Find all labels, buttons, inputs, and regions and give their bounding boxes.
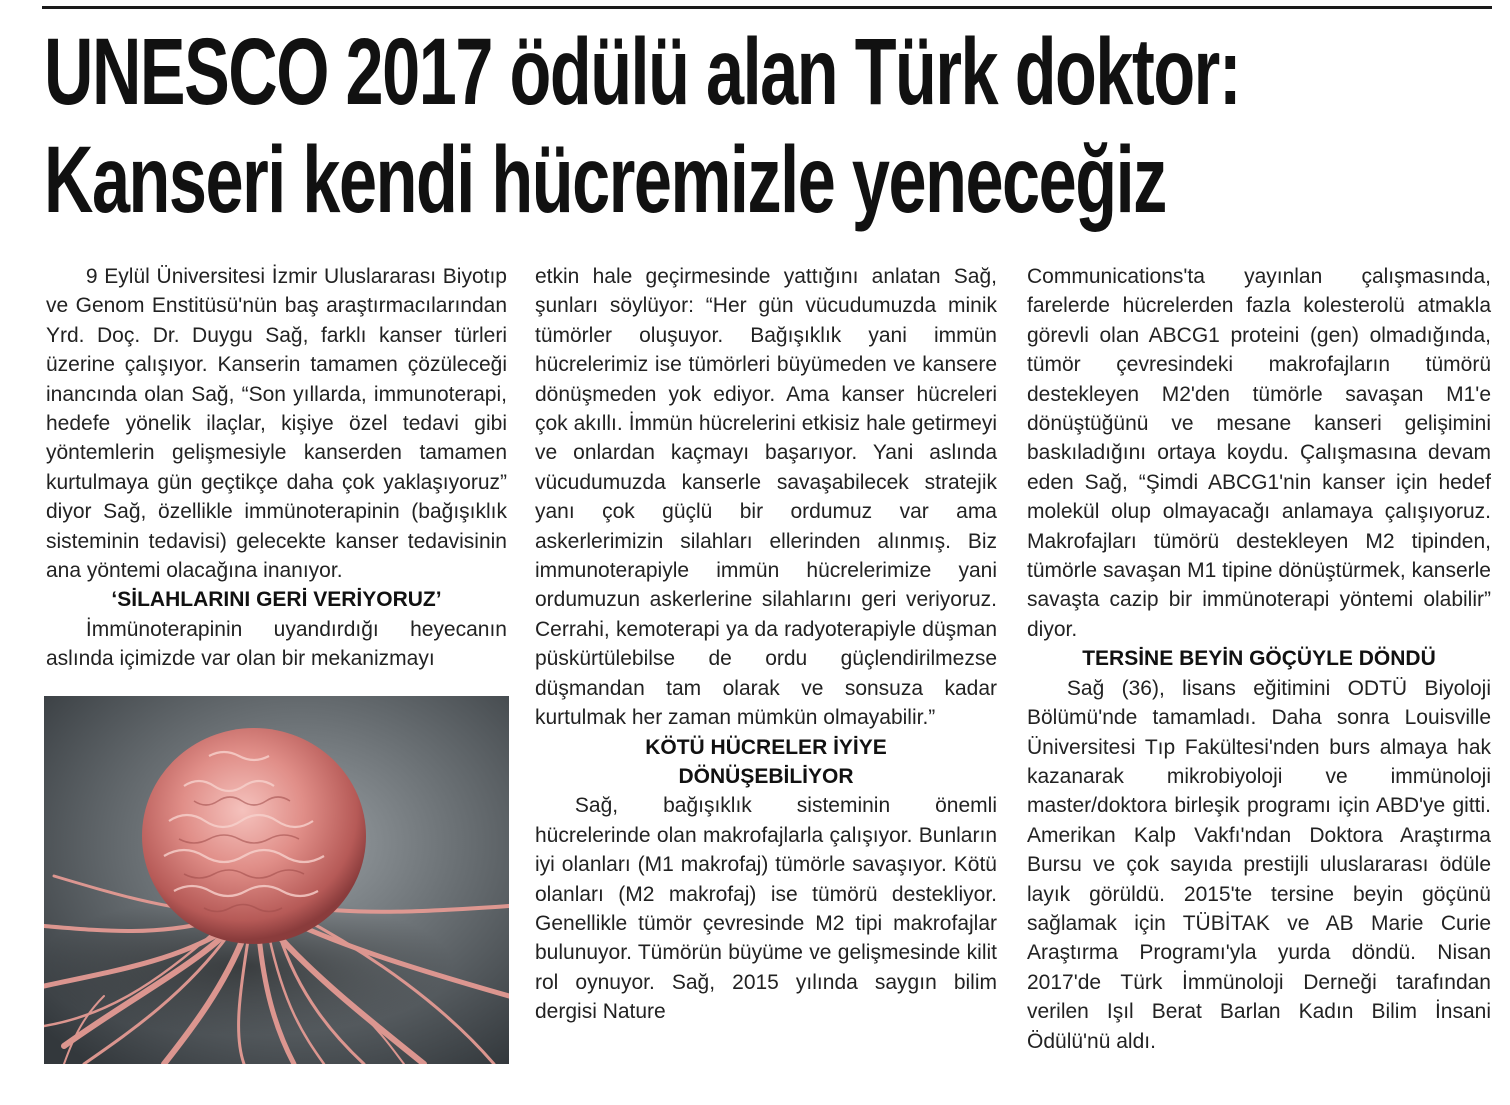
- article-column-2: [535, 262, 997, 1027]
- cancer-cell-illustration: [44, 696, 509, 1064]
- col3-paragraph-1: Communications'ta yayınlan çalışmasında, farelerde hücrelerden fazla kolesterolü atmakla görevli olan ABCG1 proteini (gen) olmadığında, tümör çevresindeki makrofajların tümörü destekleyen M2'den tümörle savaşan M1'e dönüştüğünü ve mesane kanseri gelişimini baskıladığını ortaya koydu. Çalışmasına devam eden Sağ, “Şimdi ABCG1'nin kanser için hedef molekül olup olmayacağı anlamaya çalışıyoruz. Makrofajları tümörü destekleyen M2 tipinden, tümörle savaşan M1 tipine dönüştürmek, kanserle savaşta cazip bir immünoterapi yöntemi olabilir” diyor.: [1027, 265, 1491, 641]
- subheading-silahlarini-geri-veriyoruz: ‘SİLAHLARINI GERİ VERİYORUZ’: [111, 588, 442, 612]
- col1-paragraph-1: 9 Eylül Üniversitesi İzmir Uluslararası Biyotıp ve Genom Enstitüsü'nün baş araştırmacılarından Yrd. Doç. Dr. Duygu Sağ, farklı kanser türleri üzerine çalışıyor. Kanserin tamamen çözüleceği inancında olan Sağ, “Son yıllarda, immunoterapi, hedefe yönelik ilaçlar, kişiye özel tedavi gibi yöntemlerin gelişmesiyle kanserden tamamen kurtulmaya gün geçtikçe daha çok yaklaşıyoruz” diyor Sağ, özellikle immünoterapinin (bağışıklık sisteminin tedavisi) gelecekte kanser tedavisinin ana yöntemi olacağına inanıyor.: [46, 265, 507, 583]
- cancer-cell-photo: [44, 696, 509, 1064]
- col1-paragraph-2: İmmünoterapinin uyandırdığı heyecanın aslında içimizde var olan bir mekanizmayı: [46, 617, 507, 671]
- top-rule: [42, 6, 1492, 9]
- article-column-1: [46, 262, 507, 674]
- subheading-kotu-hucreler: KÖTÜ HÜCRELER İYİYE DÖNÜŞEBİLİYOR: [645, 735, 887, 788]
- col2-paragraph-2: Sağ, bağışıklık sisteminin önemli hücrelerinde olan makrofajlarla çalışıyor. Bunların iyi olanları (M1 makrofaj) tümörle savaşıyor. Kötü olanları (M2 makrofaj) ise tümörü destekliyor. Genellikle tümör çevresinde M2 tipi makrofajlar bulunuyor. Tümörün büyüme ve gelişmesinde kilit rol oynuyor. Sağ, 2015 yılında saygın bilim dergisi Nature: [535, 794, 997, 1024]
- subheading-tersine-beyin-gocu: TERSİNE BEYİN GÖÇÜYLE DÖNDÜ: [1082, 647, 1436, 671]
- article-column-3: [1027, 262, 1491, 1056]
- col2-paragraph-1: etkin hale geçirmesinde yattığını anlatan Sağ, şunları söylüyor: “Her gün vücudumuzda minik tümörler oluşuyor. Bağışıklık yani immün hücrelerimiz ise tümörleri büyümeden ve kansere dönüşmeden yok ediyor. Ama kanser hücreleri çok akıllı. İmmün hücrelerini etkisiz hale getirmeyi ve onlardan kaçmayı başarıyor. Yani aslında vücudumuzda kanserle savaşabilecek stratejik yanı çok güçlü bir ordumuz var ama askerlerimizin silahları ellerinden alınmış. Biz immunoterapiyle immün hücrelerimize yani ordumuzun askerlerine silahlarını geri veriyoruz. Cerrahi, kemoterapi ya da radyoterapiyle düşman püskürtülebilse de ordu güçlendirilmezse düşmandan tam olarak ve sonsuza kadar kurtulmak her zaman mümkün olmayabilir.”: [535, 265, 997, 730]
- headline-line-1: UNESCO 2017 ödülü alan Türk doktor:: [44, 19, 1241, 125]
- headline: [44, 18, 1241, 234]
- headline-line-2: Kanseri kendi hücremizle yeneceğiz: [44, 127, 1166, 233]
- col3-paragraph-2: Sağ (36), lisans eğitimini ODTÜ Biyoloji Bölümü'nde tamamladı. Daha sonra Louisville Üniversitesi Tıp Fakültesi'nden burs almaya hak kazanarak mikrobiyoloji ve immünoloji master/doktora birleşik programı için ABD'ye gitti. Amerikan Kalp Vakfı'ndan Doktora Araştırma Bursu ve çok sayıda prestijli uluslararası ödüle layık görüldü. 2015'te tersine beyin göçünü sağlamak için TÜBİTAK ve AB Marie Curie Araştırma Programı'yla yurda döndü. Nisan 2017'de Türk İmmünoloji Derneği tarafından verilen Işıl Berat Barlan Kadın Bilim İnsani Ödülü'nü aldı.: [1027, 676, 1491, 1053]
